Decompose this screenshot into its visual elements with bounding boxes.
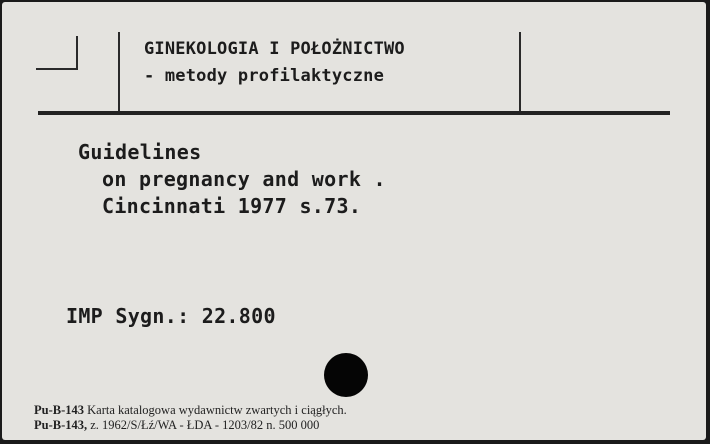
- subject-heading: GINEKOLOGIA I POŁOŻNICTWO: [144, 39, 405, 59]
- entry-title: Guidelines: [78, 140, 202, 164]
- header-rule: [38, 111, 670, 115]
- call-number: IMP Sygn.: 22.800: [66, 304, 276, 328]
- subject-subheading: - metody profilaktyczne: [144, 66, 385, 86]
- print-details: z. 1962/S/Łź/WA - ŁDA - 1203/82 n. 500 000: [90, 418, 320, 432]
- header-left-divider: [118, 32, 120, 112]
- entry-publication: Cincinnati 1977 s.73.: [102, 194, 362, 218]
- form-code: Pu-B-143: [34, 403, 84, 417]
- catalog-card: [2, 2, 706, 440]
- punch-hole: [324, 353, 368, 397]
- footer-line-2: [34, 418, 319, 433]
- form-description: Karta katalogowa wydawnictw zwartych i ciągłych.: [87, 403, 347, 417]
- corner-mark-horizontal: [36, 68, 78, 70]
- footer-line-1: [34, 403, 347, 418]
- form-code-2: Pu-B-143,: [34, 418, 88, 432]
- header-right-divider: [519, 32, 521, 112]
- entry-title-continued: on pregnancy and work .: [102, 167, 386, 191]
- corner-mark-vertical: [76, 36, 78, 70]
